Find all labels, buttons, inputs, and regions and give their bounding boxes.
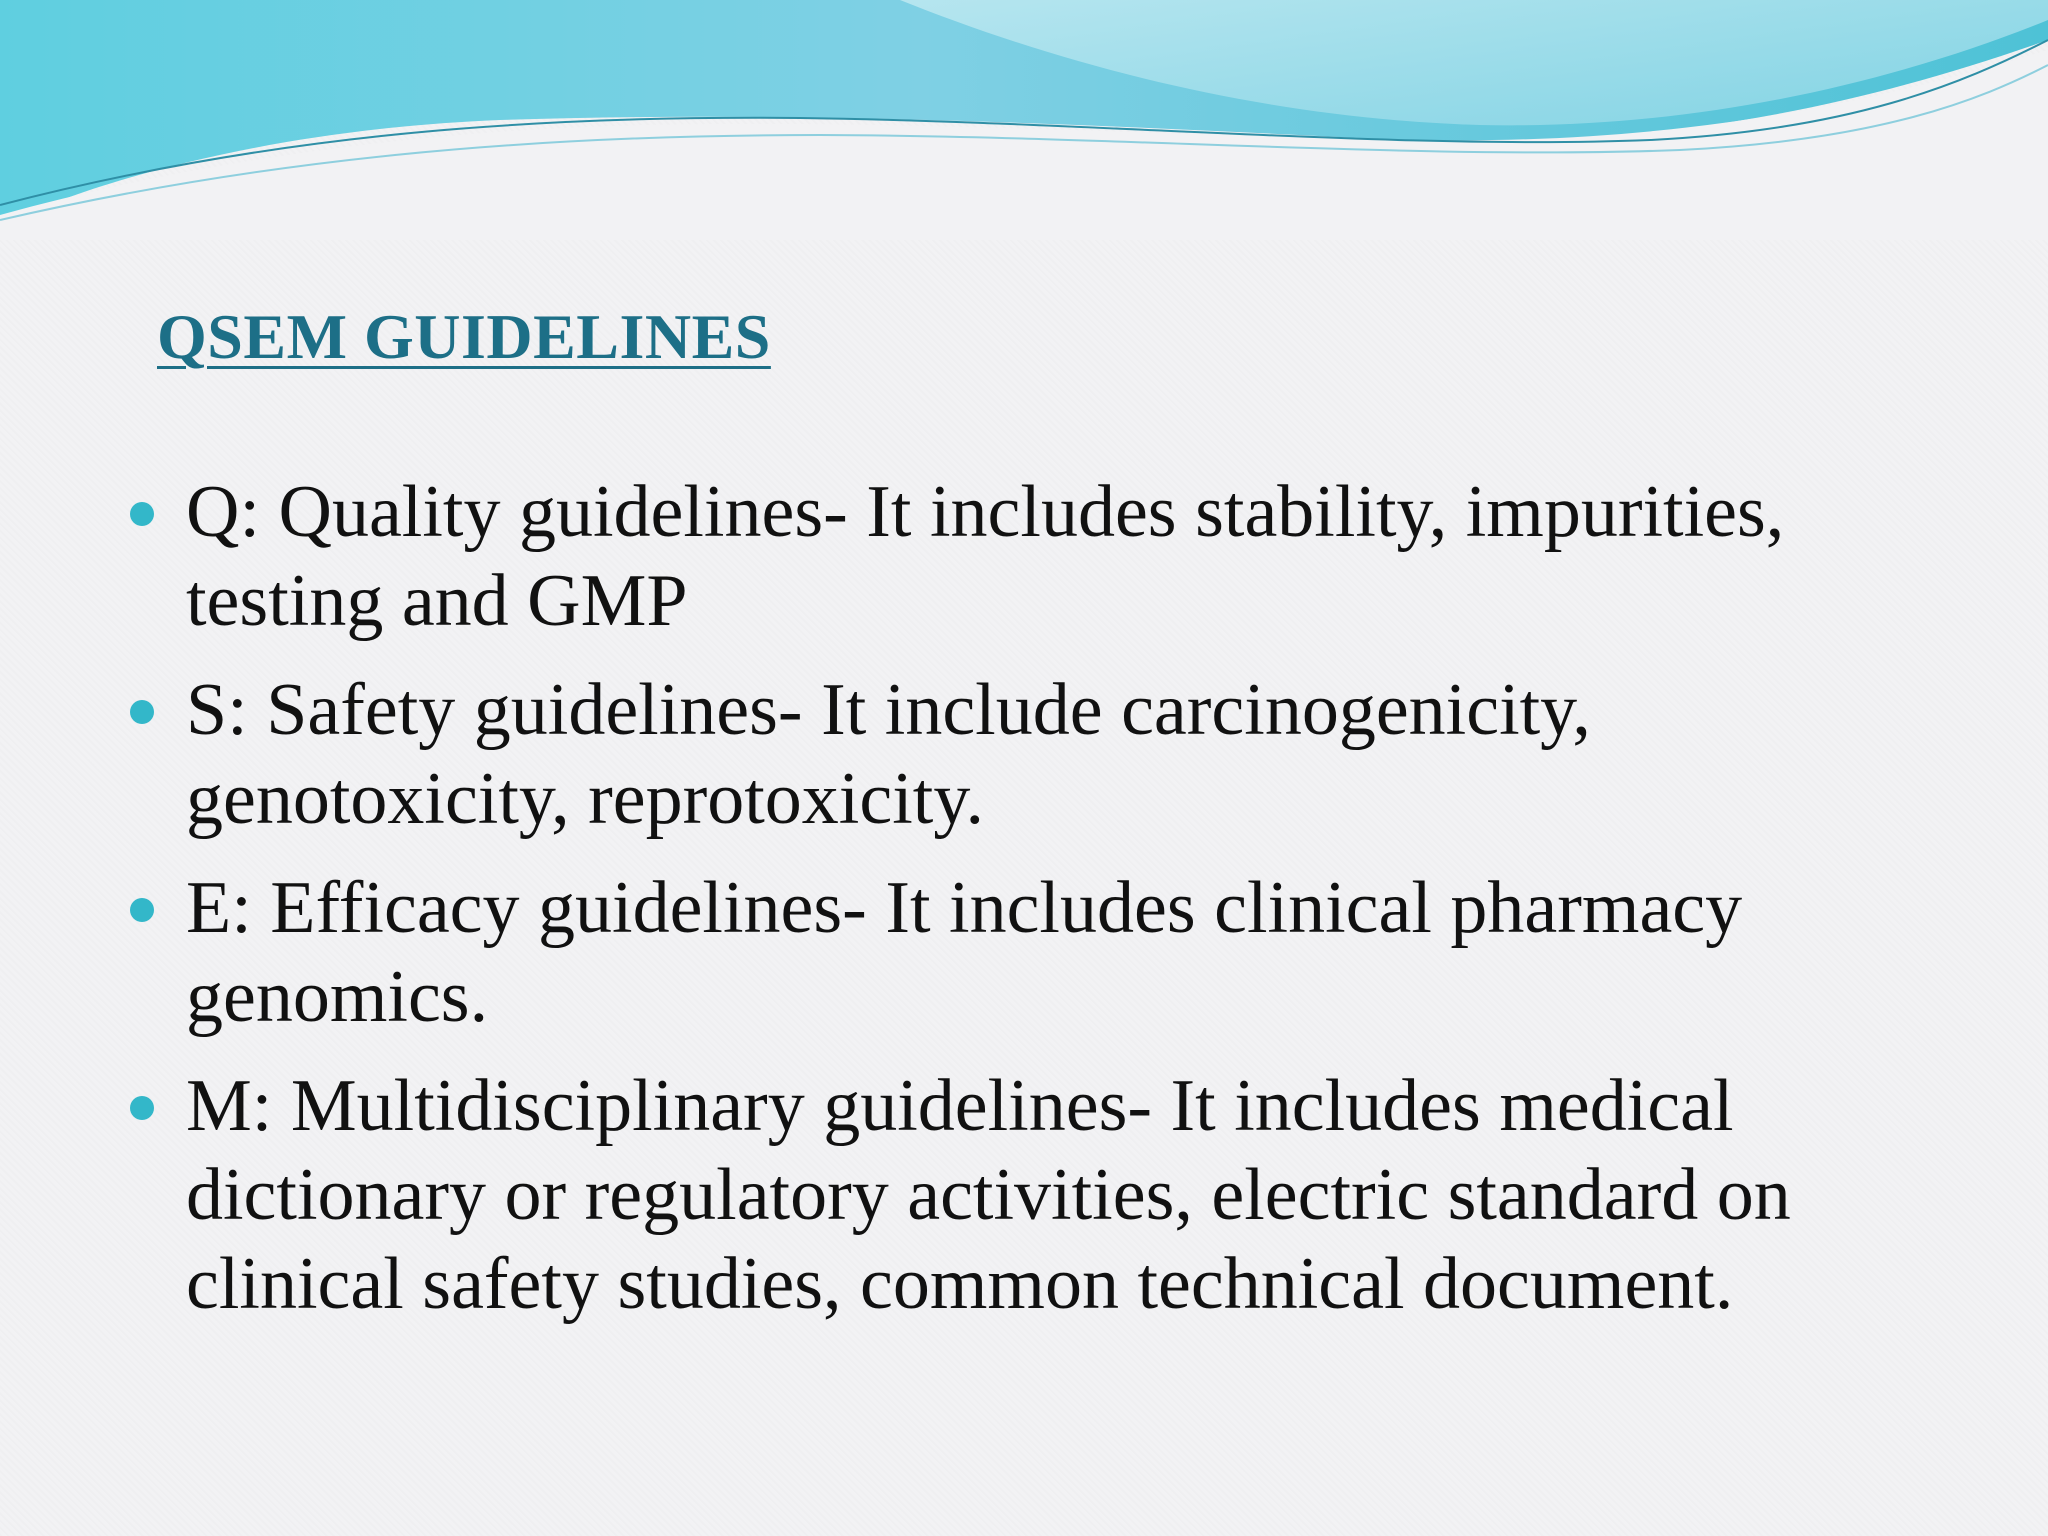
bullet-item-safety bbox=[130, 666, 1970, 844]
bullet-item-efficacy bbox=[130, 864, 1970, 1042]
bullet-text: E: Efficacy guidelines- It includes clinical pharmacy genomics. bbox=[186, 867, 1743, 1038]
bullet-dot-icon bbox=[130, 700, 154, 724]
bullet-text: S: Safety guidelines- It include carcinogenicity, genotoxicity, reprotoxicity. bbox=[186, 669, 1591, 840]
bullet-dot-icon bbox=[130, 1096, 154, 1120]
slide-title: QSEM GUIDELINES bbox=[157, 301, 771, 372]
bullet-item-quality bbox=[130, 468, 1970, 646]
bullet-item-multidisciplinary bbox=[130, 1062, 1970, 1329]
bullet-text: M: Multidisciplinary guidelines- It includes medical dictionary or regulatory activities, electric standard on clinical safety studies, common technical document. bbox=[186, 1065, 1791, 1325]
bullet-dot-icon bbox=[130, 898, 154, 922]
bullet-list bbox=[130, 468, 1970, 1349]
bullet-text: Q: Quality guidelines- It includes stability, impurities, testing and GMP bbox=[186, 471, 1785, 642]
bullet-dot-icon bbox=[130, 502, 154, 526]
wave-header-decoration bbox=[0, 0, 2048, 240]
